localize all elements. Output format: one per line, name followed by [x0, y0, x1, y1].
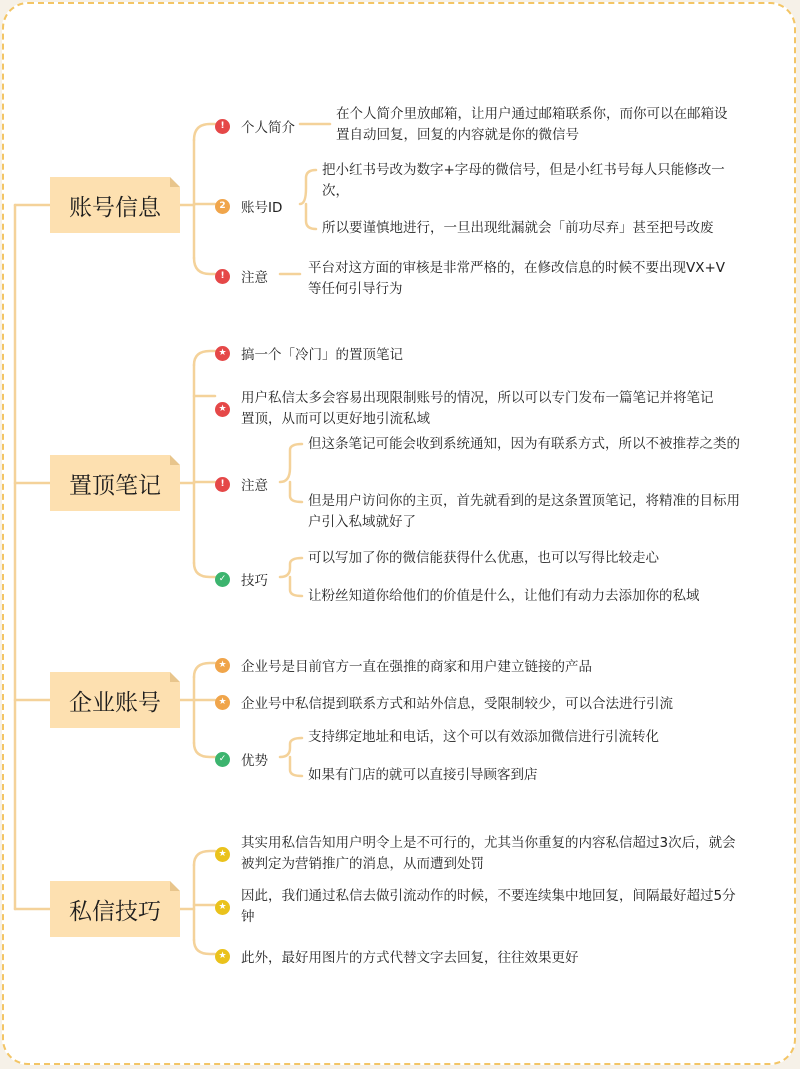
star-icon: ★ [215, 402, 230, 417]
star-icon: ★ [215, 658, 230, 673]
alert-icon: ! [215, 119, 230, 134]
item-label: 账号ID [241, 200, 283, 216]
detail-text: 可以写加了你的微信能获得什么优惠，也可以写得比较走心 [308, 550, 659, 566]
item-dm-risk [215, 833, 741, 875]
item-notice [215, 266, 268, 286]
section-title: 企业账号 [69, 689, 161, 716]
detail-text: 如果有门店的就可以直接引导顾客到店 [308, 767, 538, 783]
section-account-info [50, 177, 180, 233]
item-business-dm [215, 692, 673, 712]
star-icon: ★ [215, 695, 230, 710]
detail-text: 把小红书号改为数字+字母的微信号，但是小红书号每人只能修改一次， [322, 162, 725, 199]
item-technique [215, 569, 268, 589]
item-label: 技巧 [241, 573, 268, 589]
detail-text: 但是用户访问你的主页，首先就看到的是这条置顶笔记，将精准的目标用户引入私域就好了 [308, 493, 740, 530]
item-business-product [215, 655, 592, 675]
detail-text: 支持绑定地址和电话，这个可以有效添加微信进行引流转化 [308, 729, 659, 745]
section-title: 置顶笔记 [69, 472, 161, 499]
item-label: 用户私信太多会容易出现限制账号的情况，所以可以专门发布一篇笔记并将笔记置顶，从而可以更好地引流私域 [241, 390, 714, 427]
detail-text: 平台对这方面的审核是非常严格的，在修改信息的时候不要出现VX+V等任何引导行为 [308, 260, 726, 297]
detail-text: 让粉丝知道你给他们的价值是什么，让他们有动力去添加你的私域 [308, 588, 700, 604]
item-advantage [215, 749, 268, 769]
item-pinned-reason [215, 388, 721, 430]
star-icon: ★ [215, 900, 230, 915]
item-label: 此外，最好用图片的方式代替文字去回复，往往效果更好 [241, 950, 579, 966]
item-label: 企业号中私信提到联系方式和站外信息，受限制较少，可以合法进行引流 [241, 696, 673, 712]
item-label: 个人简介 [241, 120, 295, 136]
item-label: 因此，我们通过私信去做引流动作的时候，不要连续集中地回复，间隔最好超过5分钟 [241, 888, 736, 925]
item-dm-interval [215, 886, 741, 928]
star-icon: ★ [215, 346, 230, 361]
item-account-id [215, 196, 282, 216]
star-icon: ★ [215, 949, 230, 964]
item-label: 注意 [241, 270, 268, 286]
number-icon: 2 [215, 199, 230, 214]
detail-text: 但这条笔记可能会收到系统通知，因为有联系方式，所以不被推荐之类的 [308, 436, 740, 452]
alert-icon: ! [215, 269, 230, 284]
item-label: 其实用私信告知用户明令上是不可行的，尤其当你重复的内容私信超过3次后，就会被判定为营销推广的消息，从而遭到处罚 [241, 835, 736, 872]
section-title: 私信技巧 [69, 898, 161, 925]
item-dm-image [215, 946, 579, 966]
item-label: 优势 [241, 753, 268, 769]
item-bio [215, 116, 295, 136]
check-icon: ✓ [215, 752, 230, 767]
detail-text: 在个人简介里放邮箱，让用户通过邮箱联系你，而你可以在邮箱设置自动回复，回复的内容就是你的微信号 [336, 106, 728, 143]
item-cold-pinned [215, 343, 403, 363]
item-label: 注意 [241, 478, 268, 494]
item-label: 企业号是目前官方一直在强推的商家和用户建立链接的产品 [241, 659, 592, 675]
section-pinned-note [50, 455, 180, 511]
item-notice-2 [215, 474, 268, 494]
star-icon: ★ [215, 847, 230, 862]
section-dm-tips [50, 881, 180, 937]
detail-text: 所以要谨慎地进行，一旦出现纰漏就会「前功尽弃」甚至把号改废 [322, 220, 714, 236]
item-label: 搞一个「冷门」的置顶笔记 [241, 347, 403, 363]
section-title: 账号信息 [69, 194, 161, 221]
section-business-account [50, 672, 180, 728]
alert-icon: ! [215, 477, 230, 492]
check-icon: ✓ [215, 572, 230, 587]
